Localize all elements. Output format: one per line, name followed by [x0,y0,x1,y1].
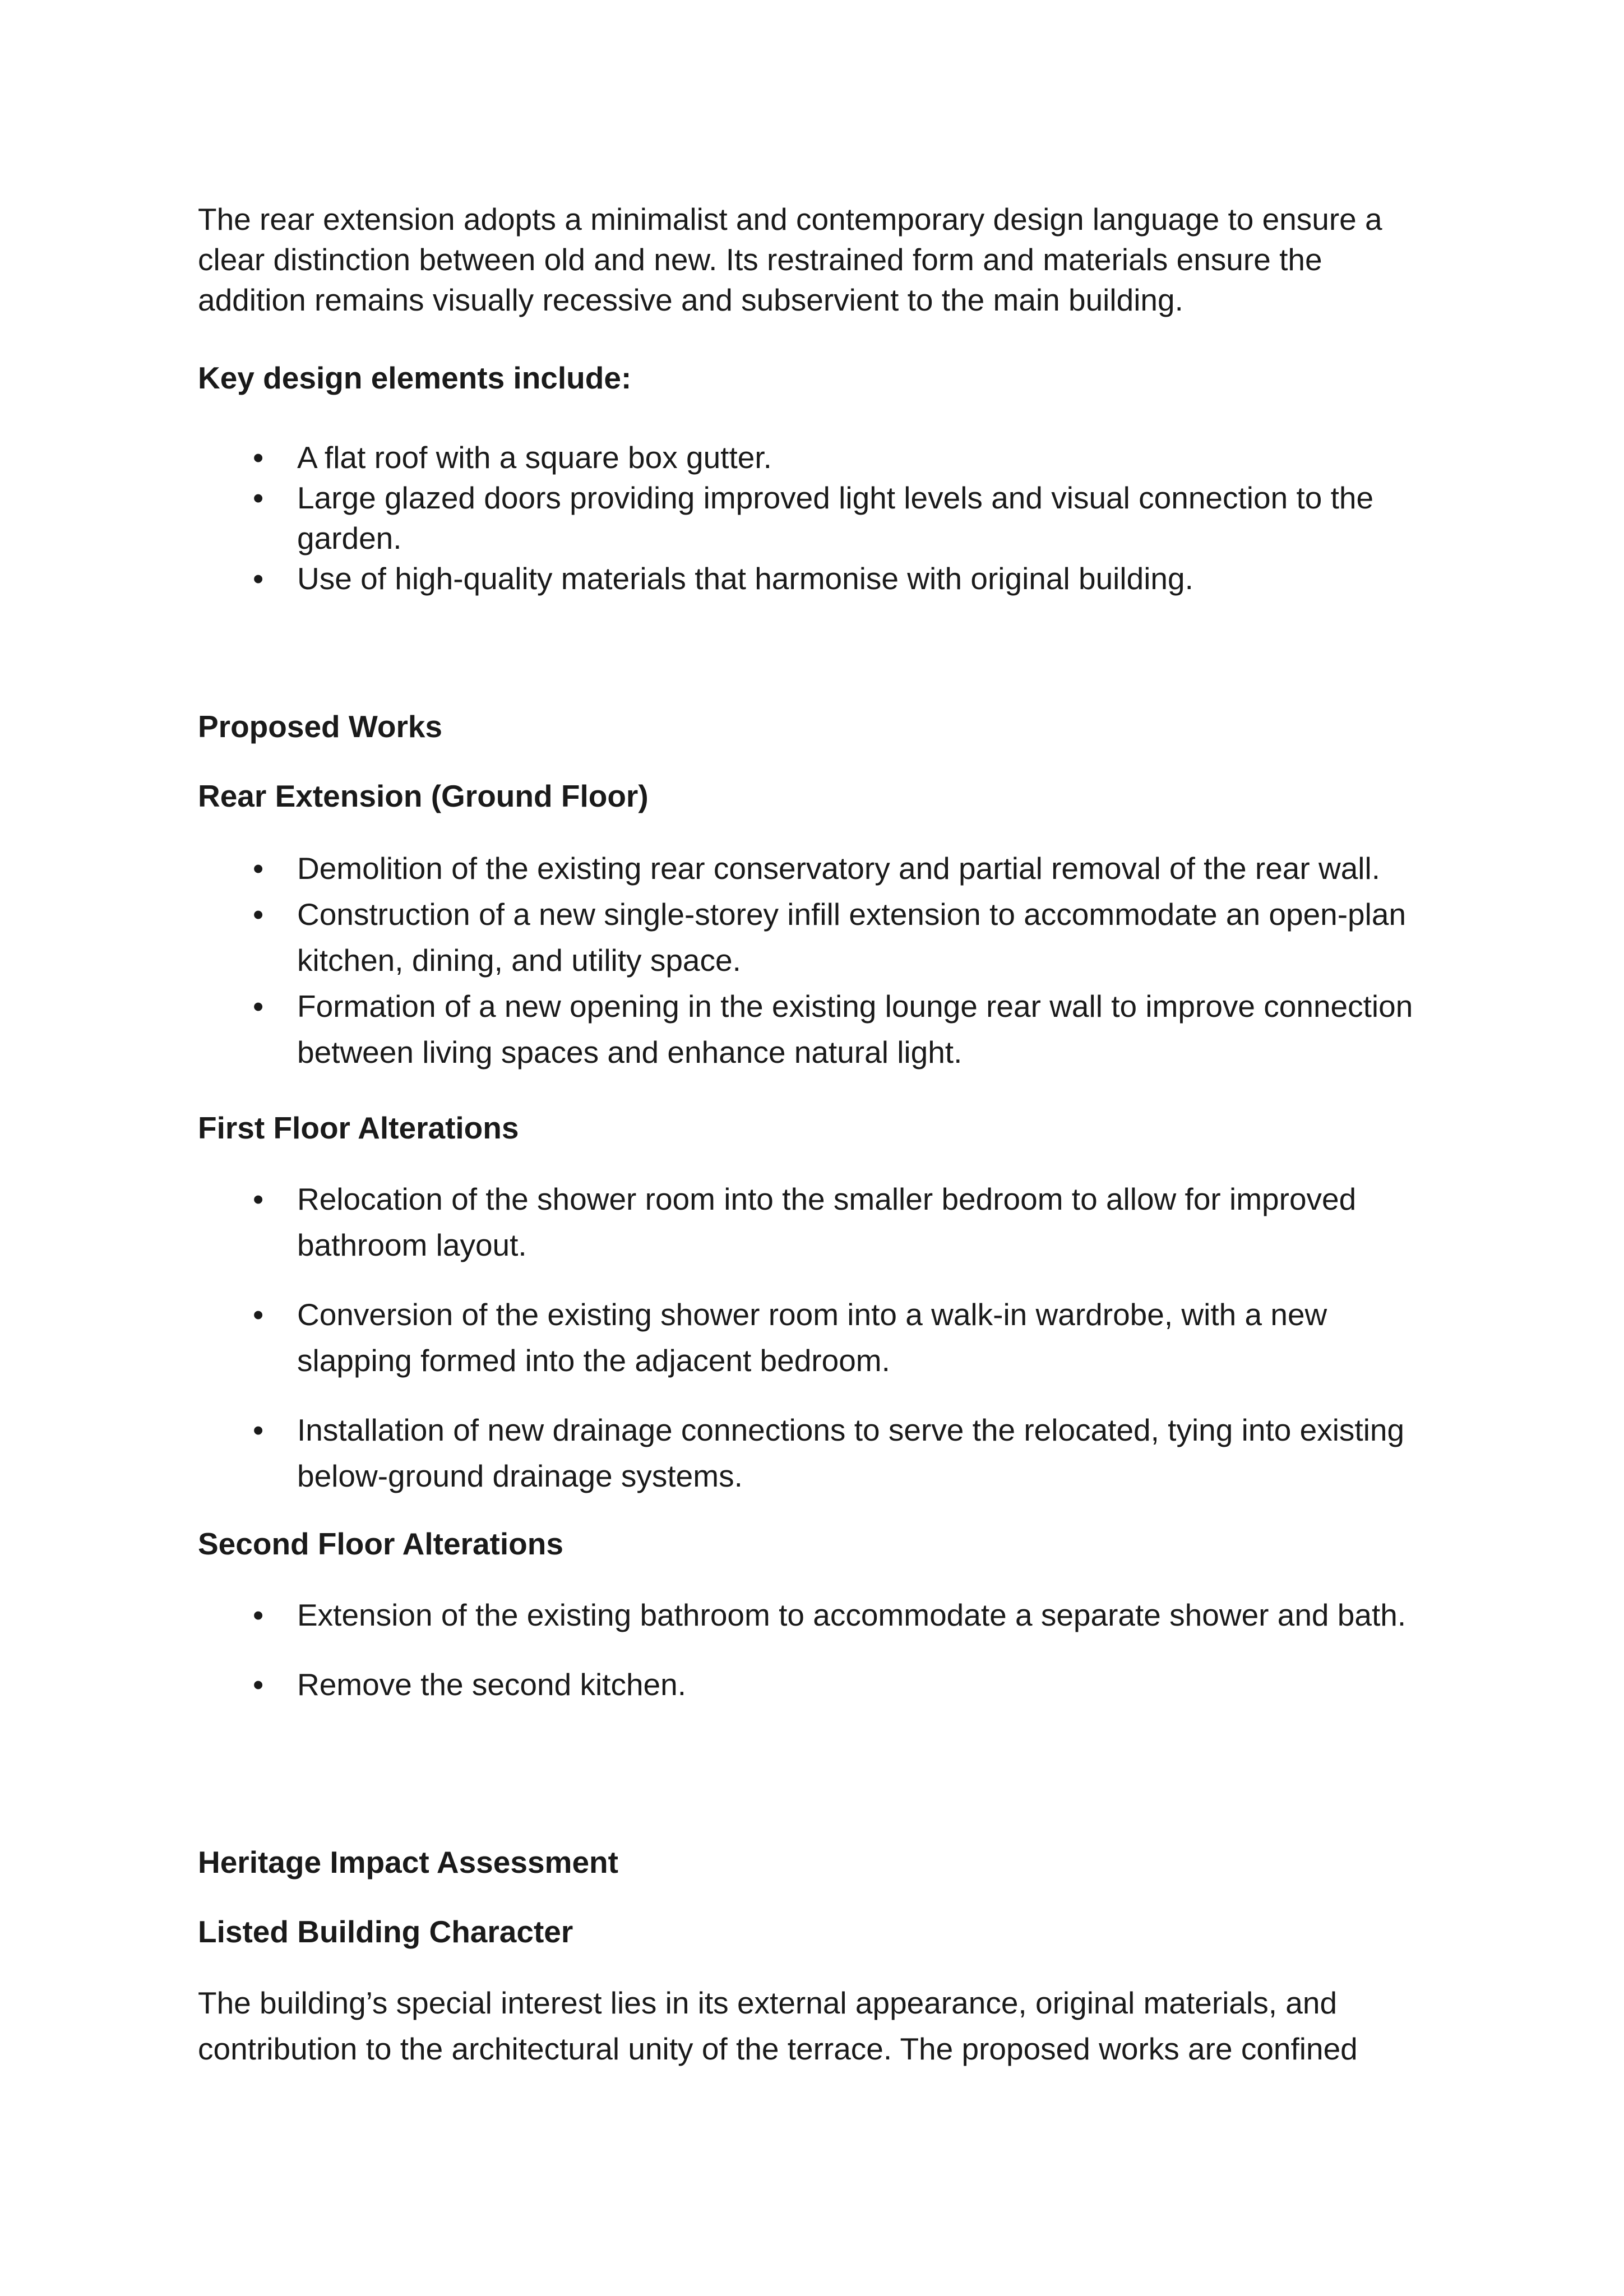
list-item-text: Formation of a new opening in the existing lounge rear wall to improve connection between living spaces and enhance natural light. [297,989,1413,1070]
list-item-text: Relocation of the shower room into the smaller bedroom to allow for improved bathroom layout. [297,1182,1357,1262]
bullet-icon: • [253,1297,264,1332]
intro-paragraph: The rear extension adopts a minimalist and contemporary design language to ensure a clear distinction between old and new. Its restrained form and materials ensure the addition remains visually recessive and subservient to the main building. [198,202,1382,317]
bullet-icon: • [253,561,264,596]
heritage-heading: Heritage Impact Assessment [198,1845,618,1880]
list-item [198,891,1431,983]
list-item-text: Large glazed doors providing improved light levels and visual connection to the garden. [297,480,1374,556]
list-item [198,1407,1431,1499]
list-item-text: Demolition of the existing rear conservatory and partial removal of the rear wall. [297,851,1381,886]
listed-building-paragraph: The building’s special interest lies in its external appearance, original materials, and contribution to the architectural unity of the terrace. The proposed works are confined [198,1985,1358,2066]
list-item [198,1292,1431,1383]
list-item-text: Installation of new drainage connections to serve the relocated, tying into existing below-ground drainage systems. [297,1413,1405,1493]
list-item [198,1592,1431,1638]
bullet-icon: • [253,989,264,1024]
first-floor-heading: First Floor Alterations [198,1110,519,1145]
list-item [198,983,1431,1075]
bullet-icon: • [253,480,264,515]
list-item-text: Extension of the existing bathroom to accommodate a separate shower and bath. [297,1598,1406,1632]
list-item-text: Remove the second kitchen. [297,1667,686,1702]
first-floor-list [198,1176,1431,1499]
list-item-text: A flat roof with a square box gutter. [297,440,772,475]
bullet-icon: • [253,1413,264,1447]
bullet-icon: • [253,440,264,475]
rear-extension-heading: Rear Extension (Ground Floor) [198,779,649,813]
key-design-heading: Key design elements include: [198,360,632,395]
list-item [198,1176,1431,1268]
list-item [198,558,1431,599]
list-item [198,437,1431,478]
second-floor-list [198,1592,1431,1707]
bullet-icon: • [253,1182,264,1216]
listed-building-heading: Listed Building Character [198,1914,573,1949]
rear-extension-list [198,845,1431,1075]
proposed-works-heading: Proposed Works [198,709,443,744]
list-item [198,1661,1431,1707]
second-floor-heading: Second Floor Alterations [198,1526,563,1561]
bullet-icon: • [253,1598,264,1632]
bullet-icon: • [253,897,264,932]
bullet-icon: • [253,851,264,886]
list-item-text: Use of high-quality materials that harmonise with original building. [297,561,1193,596]
list-item [198,845,1431,891]
bullet-icon: • [253,1667,264,1702]
list-item-text: Construction of a new single-storey infill extension to accommodate an open-plan kitchen, dining, and utility space. [297,897,1406,978]
list-item-text: Conversion of the existing shower room into a walk-in wardrobe, with a new slapping formed into the adjacent bedroom. [297,1297,1327,1378]
list-item [198,478,1431,558]
key-design-list [198,437,1431,599]
